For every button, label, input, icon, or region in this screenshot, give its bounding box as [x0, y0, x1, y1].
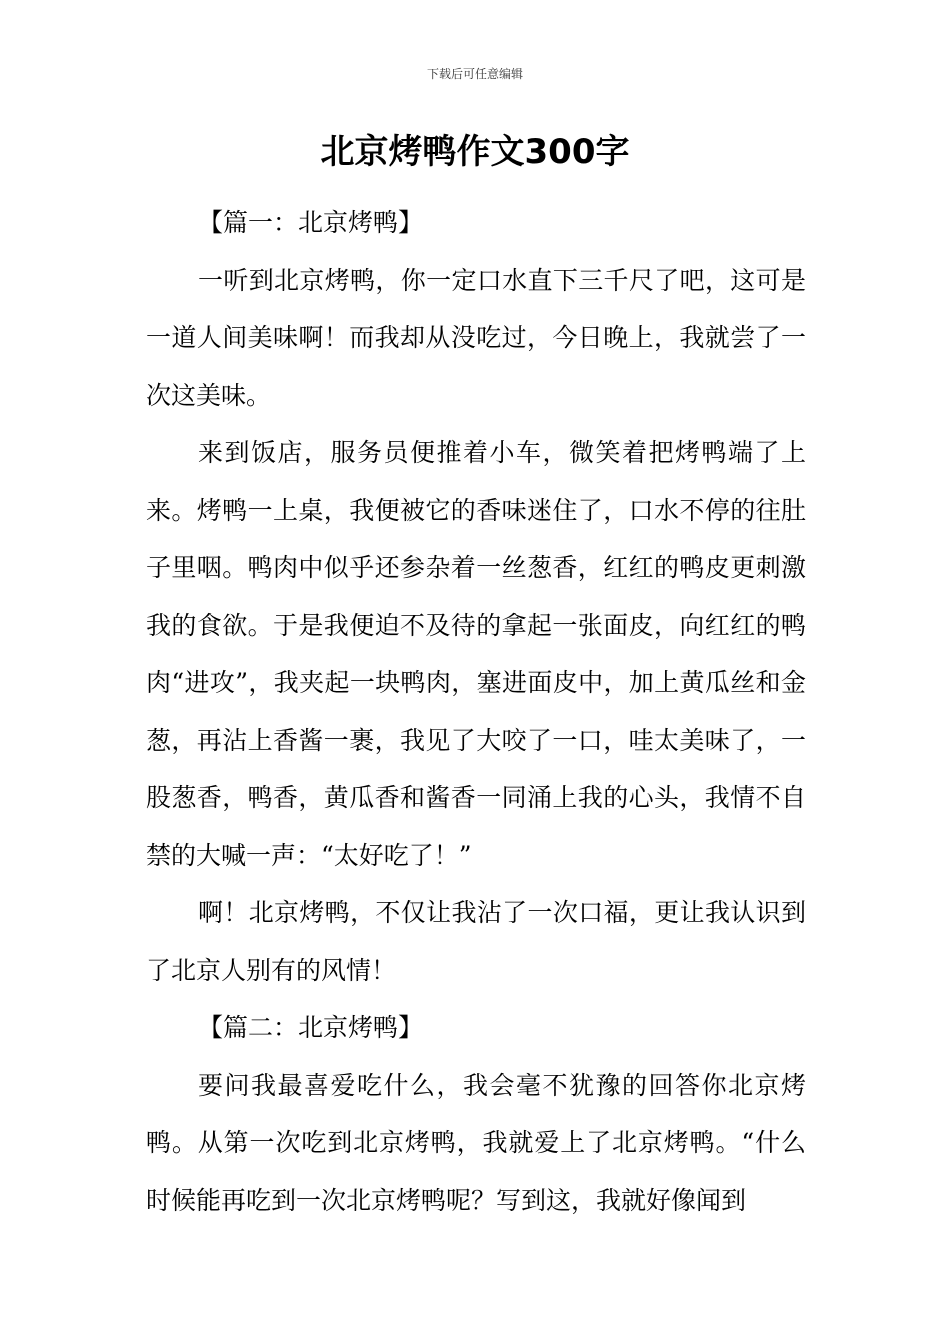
section-heading: 【篇一：北京烤鸭】 [198, 208, 424, 237]
document-title: 北京烤鸭作文300字 [320, 132, 630, 172]
document-body [146, 194, 806, 1229]
paragraph: 来到饭店，服务员便推着小车，微笑着把烤鸭端了上来。烤鸭一上桌，我便被它的香味迷住了，口水不停的往肚子里咽。鸭肉中似乎还参杂着一丝葱香，红红的鸭皮更刺激我的食欲。于是我便迫不及待的拿起一张面皮，向红红的鸭肉“进攻”，我夹起一块鸭肉，塞进面皮中，加上黄瓜丝和金葱，再沾上香酱一裹，我见了大咬了一口，哇太美味了，一股葱香，鸭香，黄瓜香和酱香一同涌上我的心头，我情不自禁的大喊一声：“太好吃了！” [146, 438, 806, 870]
paragraph: 啊！北京烤鸭，不仅让我沾了一次口福，更让我认识到了北京人别有的风情！ [146, 898, 806, 985]
header-note: 下载后可任意编辑 [426, 67, 523, 81]
section-heading: 【篇二：北京烤鸭】 [198, 1013, 424, 1042]
section-1 [146, 194, 806, 999]
section-2 [146, 999, 806, 1229]
paragraph: 一听到北京烤鸭，你一定口水直下三千尺了吧，这可是一道人间美味啊！而我却从没吃过，今日晚上，我就尝了一次这美味。 [146, 265, 806, 410]
paragraph: 要问我最喜爱吃什么，我会毫不犹豫的回答你北京烤鸭。从第一次吃到北京烤鸭，我就爱上了北京烤鸭。“什么时候能再吃到一次北京烤鸭呢？写到这，我就好像闻到 [146, 1070, 806, 1215]
